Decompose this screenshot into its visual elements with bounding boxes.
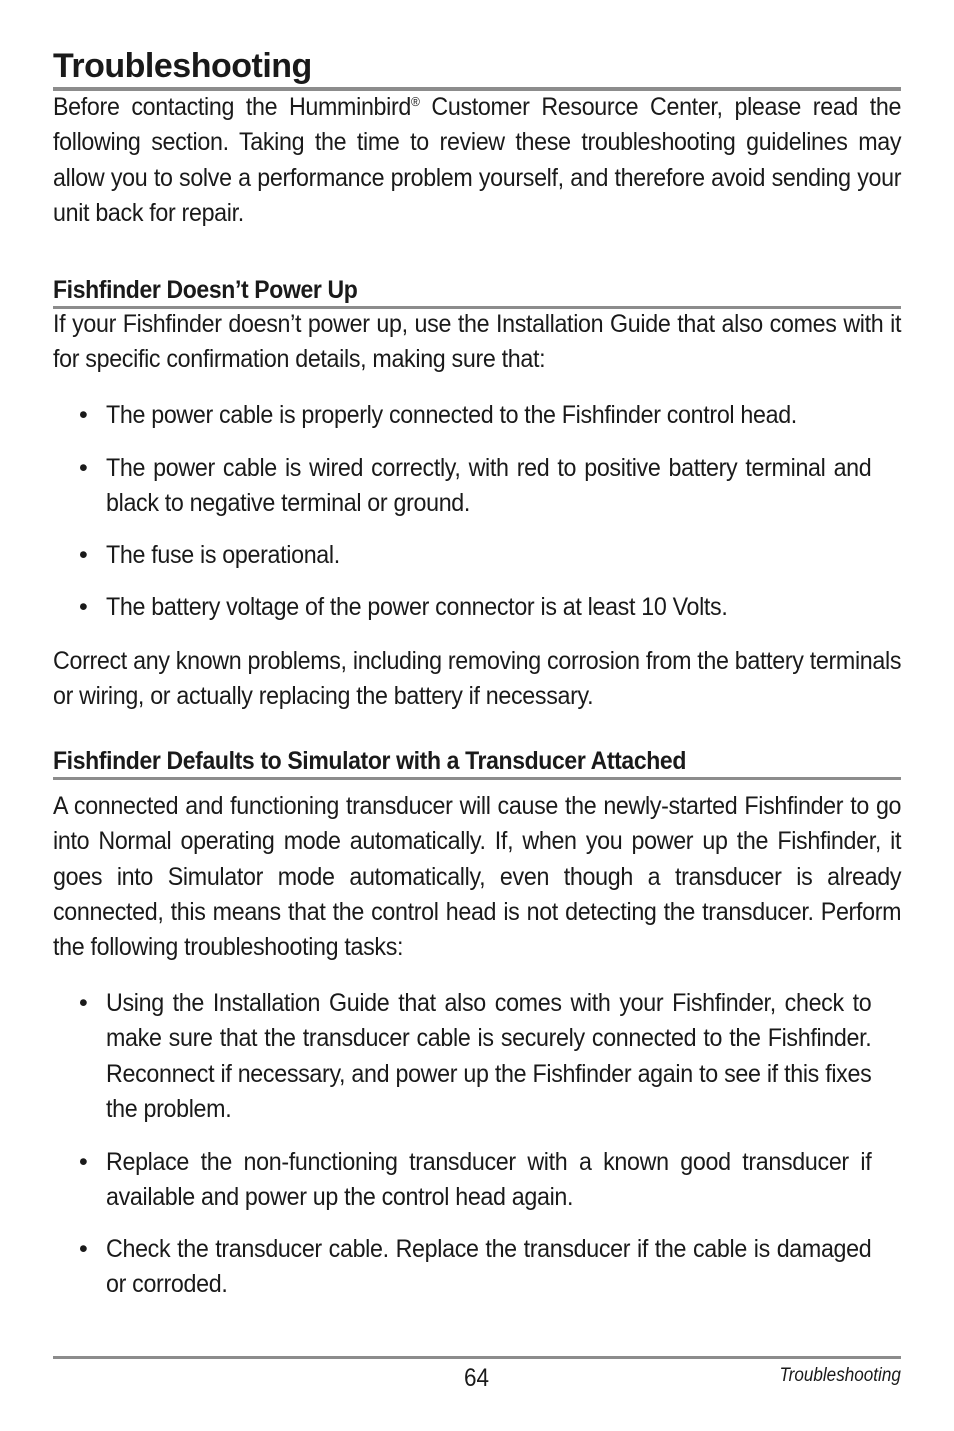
page-number: 64 xyxy=(464,1364,490,1392)
list-item-text: The fuse is operational. xyxy=(106,541,340,569)
bullet-icon: • xyxy=(79,401,88,429)
section-heading-power-up: Fishfinder Doesn’t Power Up xyxy=(53,276,358,304)
list-item-text: Replace the non-functioning transducer with a known good transducer if available and power up the control head again. xyxy=(106,1148,872,1212)
page-title: Troubleshooting xyxy=(53,47,312,85)
list-item-text: Using the Installation Guide that also comes with your Fishfinder, check to make sure that the transducer cable is securely connected to the Fishfinder. Reconnect if necessary, and power up the Fishfinder again to see if this fixes the problem. xyxy=(106,989,872,1123)
section-intro-text: If your Fishfinder doesn’t power up, use the Installation Guide that also comes with it for specific confirmation details, making sure that: xyxy=(53,310,902,374)
intro-text xyxy=(53,90,901,231)
list-item-text: The battery voltage of the power connector is at least 10 Volts. xyxy=(106,593,728,621)
intro-text-start: Before contacting the Humminbird xyxy=(53,93,412,121)
bullet-icon: • xyxy=(79,1235,88,1263)
list-item-text: The power cable is properly connected to the Fishfinder control head. xyxy=(106,401,797,429)
section-intro-power-up xyxy=(53,307,901,378)
list-item-text: The power cable is wired correctly, with red to positive battery terminal and black to negative terminal or ground. xyxy=(106,454,872,518)
bullet-icon: • xyxy=(79,541,88,569)
section-closing-text: Correct any known problems, including removing corrosion from the battery terminals or wiring, or actually replacing the battery if necessary. xyxy=(53,647,902,711)
section-closing-power-up xyxy=(53,644,901,715)
footer-rule xyxy=(53,1356,901,1359)
intro-paragraph xyxy=(53,90,901,231)
bullet-icon: • xyxy=(79,454,88,482)
bullet-icon: • xyxy=(79,1148,88,1176)
registered-mark: ® xyxy=(411,94,420,109)
bullet-icon: • xyxy=(79,989,88,1017)
intro-text-rest: Customer Resource Center, please read the following section. Taking the time to review these troubleshooting guidelines may allow you to solve a performance problem yourself, and therefore avoid sending your unit back for repair. xyxy=(53,93,902,227)
section-intro-text: A connected and functioning transducer will cause the newly-started Fishfinder to go into Normal operating mode automatically. If, when you power up the Fishfinder, it goes into Simulator mode automatically, even though a transducer is already connected, this means that the control head is not detecting the transducer. Perform the following troubleshooting tasks: xyxy=(53,792,902,962)
section-intro-simulator xyxy=(53,789,901,965)
running-footer-title: Troubleshooting xyxy=(779,1365,901,1386)
bullet-icon: • xyxy=(79,593,88,621)
section-heading-simulator: Fishfinder Defaults to Simulator with a Transducer Attached xyxy=(53,747,687,775)
list-item-text: Check the transducer cable. Replace the transducer if the cable is damaged or corroded. xyxy=(106,1235,872,1299)
section-rule xyxy=(53,777,901,780)
